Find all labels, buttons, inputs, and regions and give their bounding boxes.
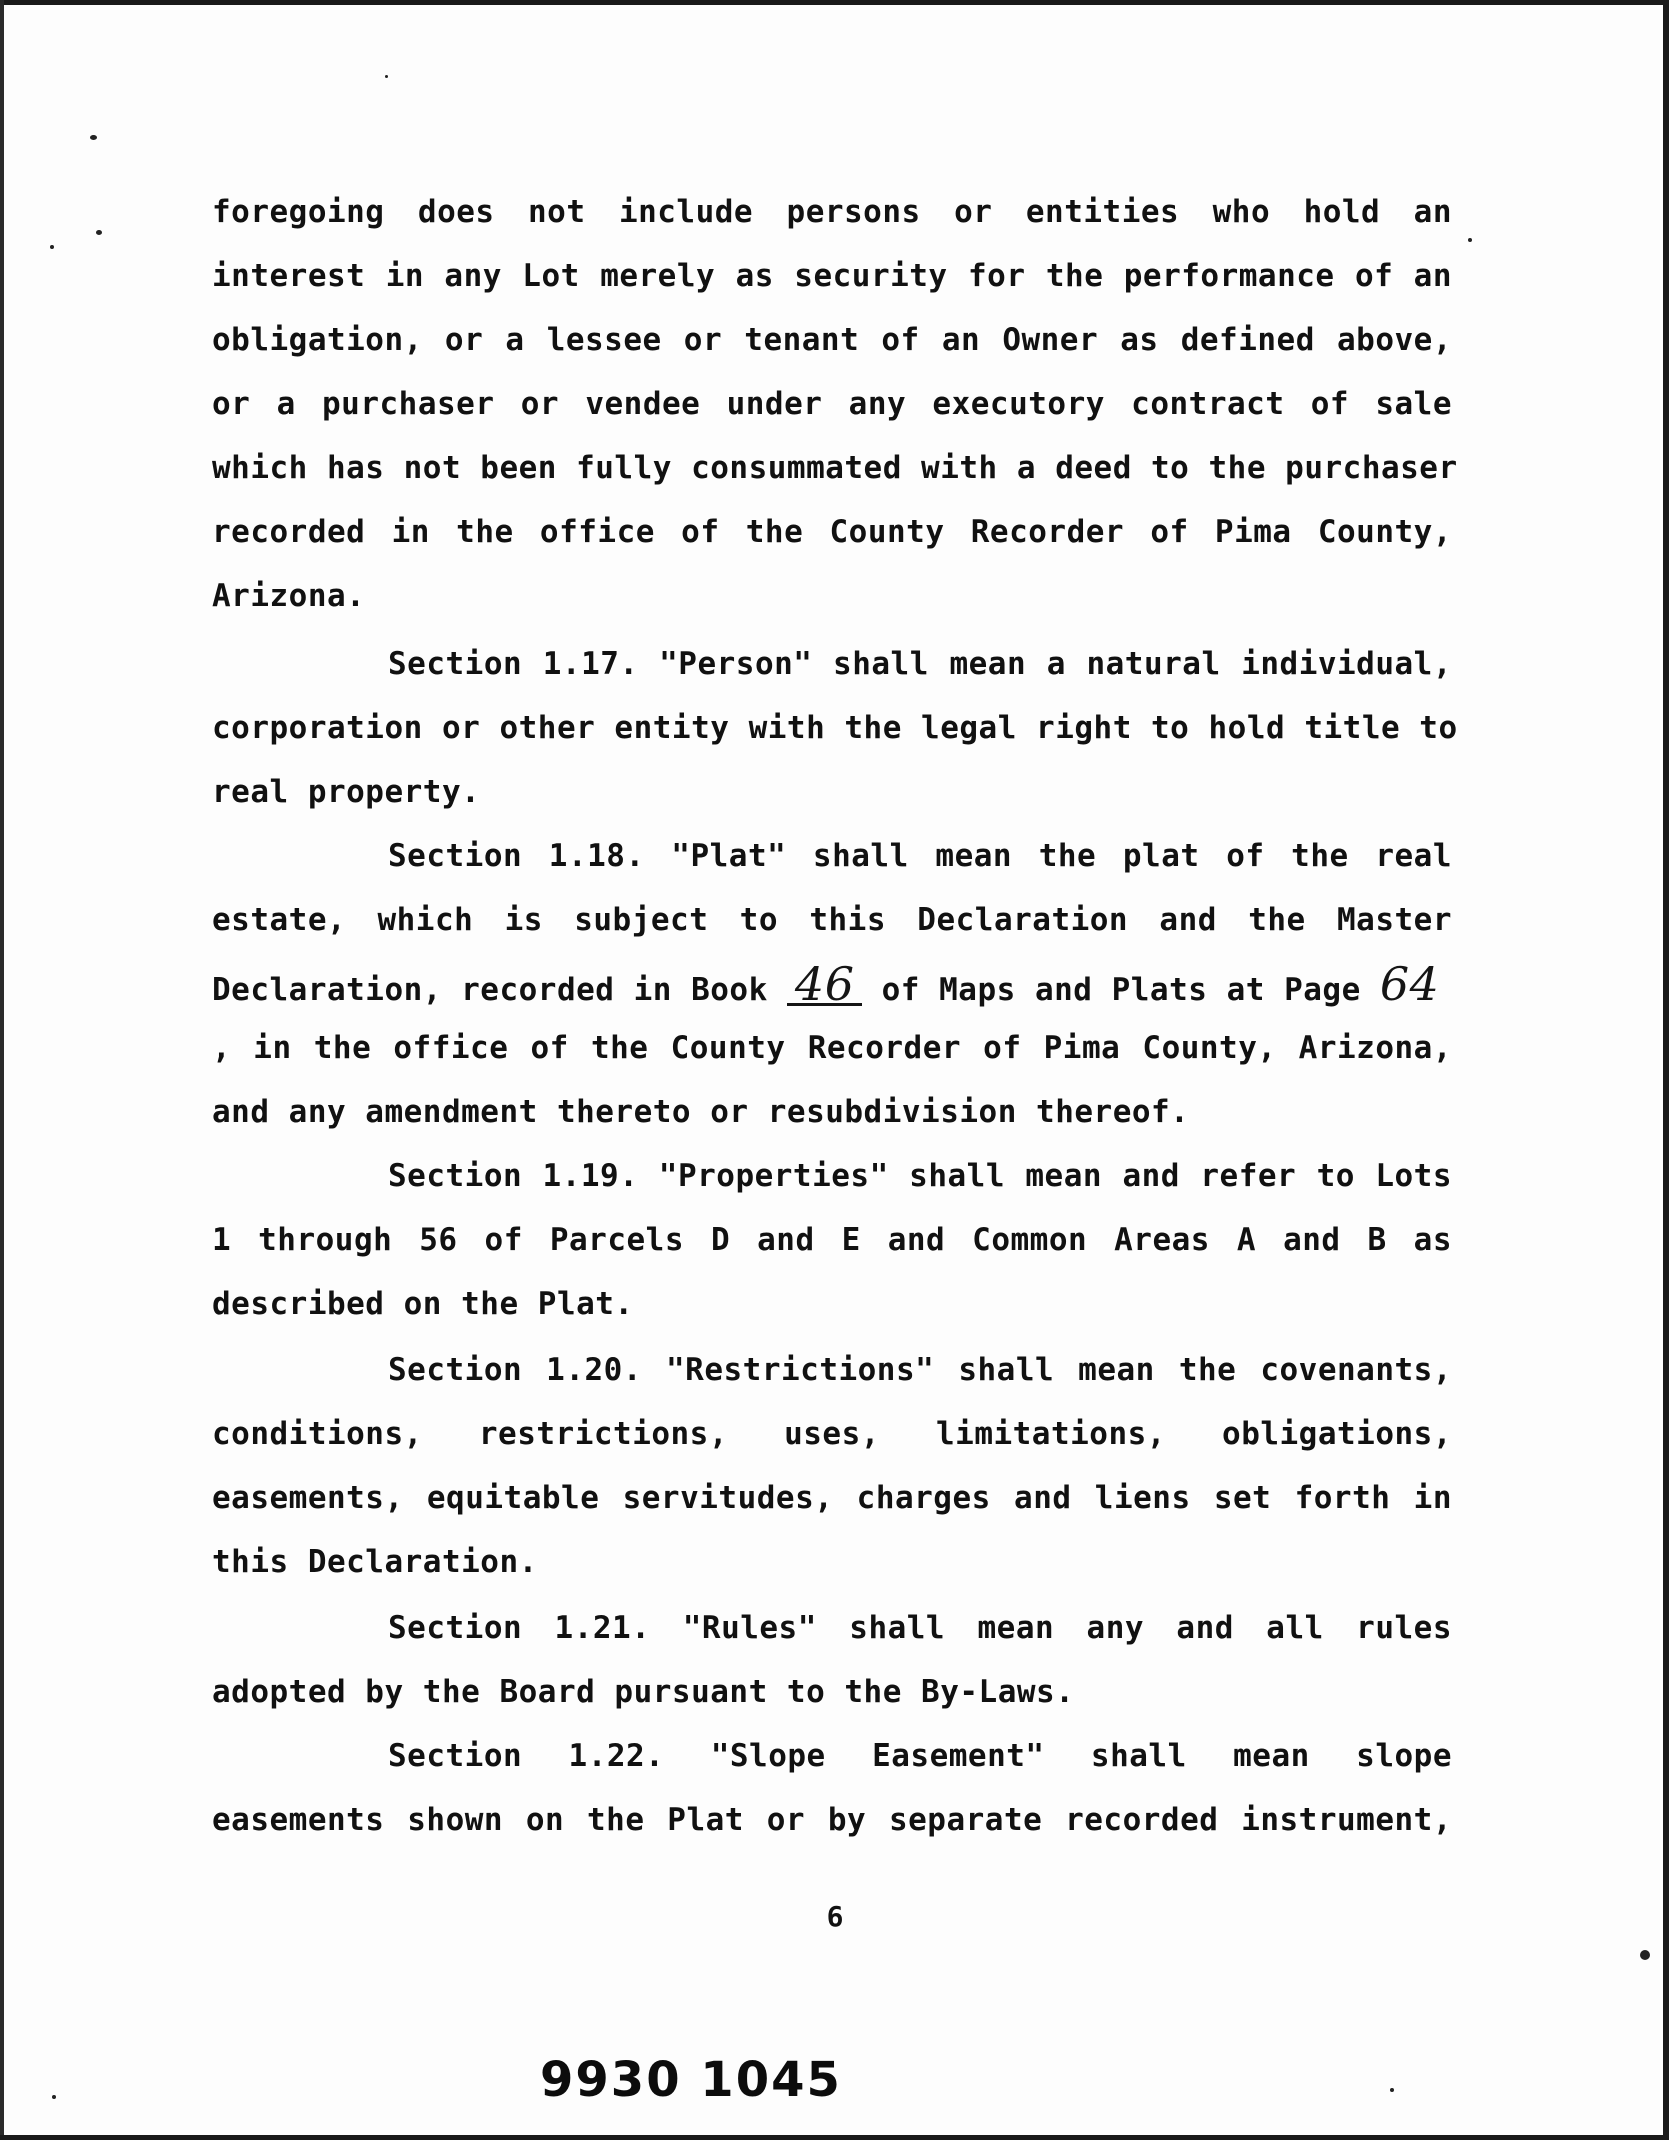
body-text-line: which has not been fully consummated with a deed to the purchaser: [212, 450, 1458, 486]
section-heading-line: Section 1.22. "Slope Easement" shall mean slope: [388, 1738, 1452, 1774]
scan-speck: [1468, 238, 1472, 242]
body-text-line: estate, which is subject to this Declaration and the Master: [212, 902, 1452, 938]
body-text-line: and any amendment thereto or resubdivision thereof.: [212, 1094, 1190, 1130]
section-heading-line: Section 1.18. "Plat" shall mean the plat of the real: [388, 838, 1452, 874]
section-heading-line: Section 1.19. "Properties" shall mean and refer to Lots: [388, 1158, 1452, 1194]
scan-speck: [50, 245, 54, 249]
scan-border-top: [0, 0, 1669, 5]
scan-border-left: [0, 0, 4, 2140]
body-text-line: described on the Plat.: [212, 1286, 634, 1322]
book-line-middle: of Maps and Plats at Page: [881, 972, 1361, 1008]
body-text-line: easements, equitable servitudes, charges and liens set forth in: [212, 1480, 1452, 1516]
book-page-line: [212, 957, 1452, 1011]
body-text-line: or a purchaser or vendee under any executory contract of sale: [212, 386, 1452, 422]
page-number: 6: [826, 1900, 844, 1933]
body-text-line: recorded in the office of the County Recorder of Pima County,: [212, 514, 1452, 550]
body-text-line: real property.: [212, 774, 481, 810]
scan-speck: [96, 230, 102, 235]
body-text-line: adopted by the Board pursuant to the By-Laws.: [212, 1674, 1075, 1710]
scan-speck: [385, 75, 388, 78]
body-text-line: corporation or other entity with the legal right to hold title to: [212, 710, 1458, 746]
body-text-line: 1 through 56 of Parcels D and E and Common Areas A and B as: [212, 1222, 1452, 1258]
recording-stamp: 9930 1045: [540, 2052, 842, 2108]
book-line-before: Declaration, recorded in Book: [212, 972, 768, 1008]
scan-speck: [1640, 1950, 1650, 1960]
handwritten-book-number: 46: [787, 965, 863, 1006]
section-heading-line: Section 1.20. "Restrictions" shall mean the covenants,: [388, 1352, 1452, 1388]
body-text-line: foregoing does not include persons or entities who hold an: [212, 194, 1452, 230]
scan-speck: [90, 135, 97, 140]
section-heading-line: Section 1.21. "Rules" shall mean any and all rules: [388, 1610, 1452, 1646]
body-text-line: obligation, or a lessee or tenant of an Owner as defined above,: [212, 322, 1452, 358]
handwritten-page-number: 64: [1379, 957, 1440, 1011]
scan-border-bottom: [0, 2135, 1669, 2140]
scan-border-right: [1663, 0, 1669, 2140]
body-text-line: this Declaration.: [212, 1544, 538, 1580]
body-text-line: Arizona.: [212, 578, 366, 614]
body-text-line: , in the office of the County Recorder of Pima County, Arizona,: [212, 1030, 1452, 1066]
body-text-line: interest in any Lot merely as security for the performance of an: [212, 258, 1452, 294]
scan-speck: [1390, 2088, 1394, 2092]
body-text-line: conditions, restrictions, uses, limitations, obligations,: [212, 1416, 1452, 1452]
body-text-line: easements shown on the Plat or by separate recorded instrument,: [212, 1802, 1452, 1838]
scan-speck: [52, 2095, 56, 2099]
section-heading-line: Section 1.17. "Person" shall mean a natural individual,: [388, 646, 1452, 682]
